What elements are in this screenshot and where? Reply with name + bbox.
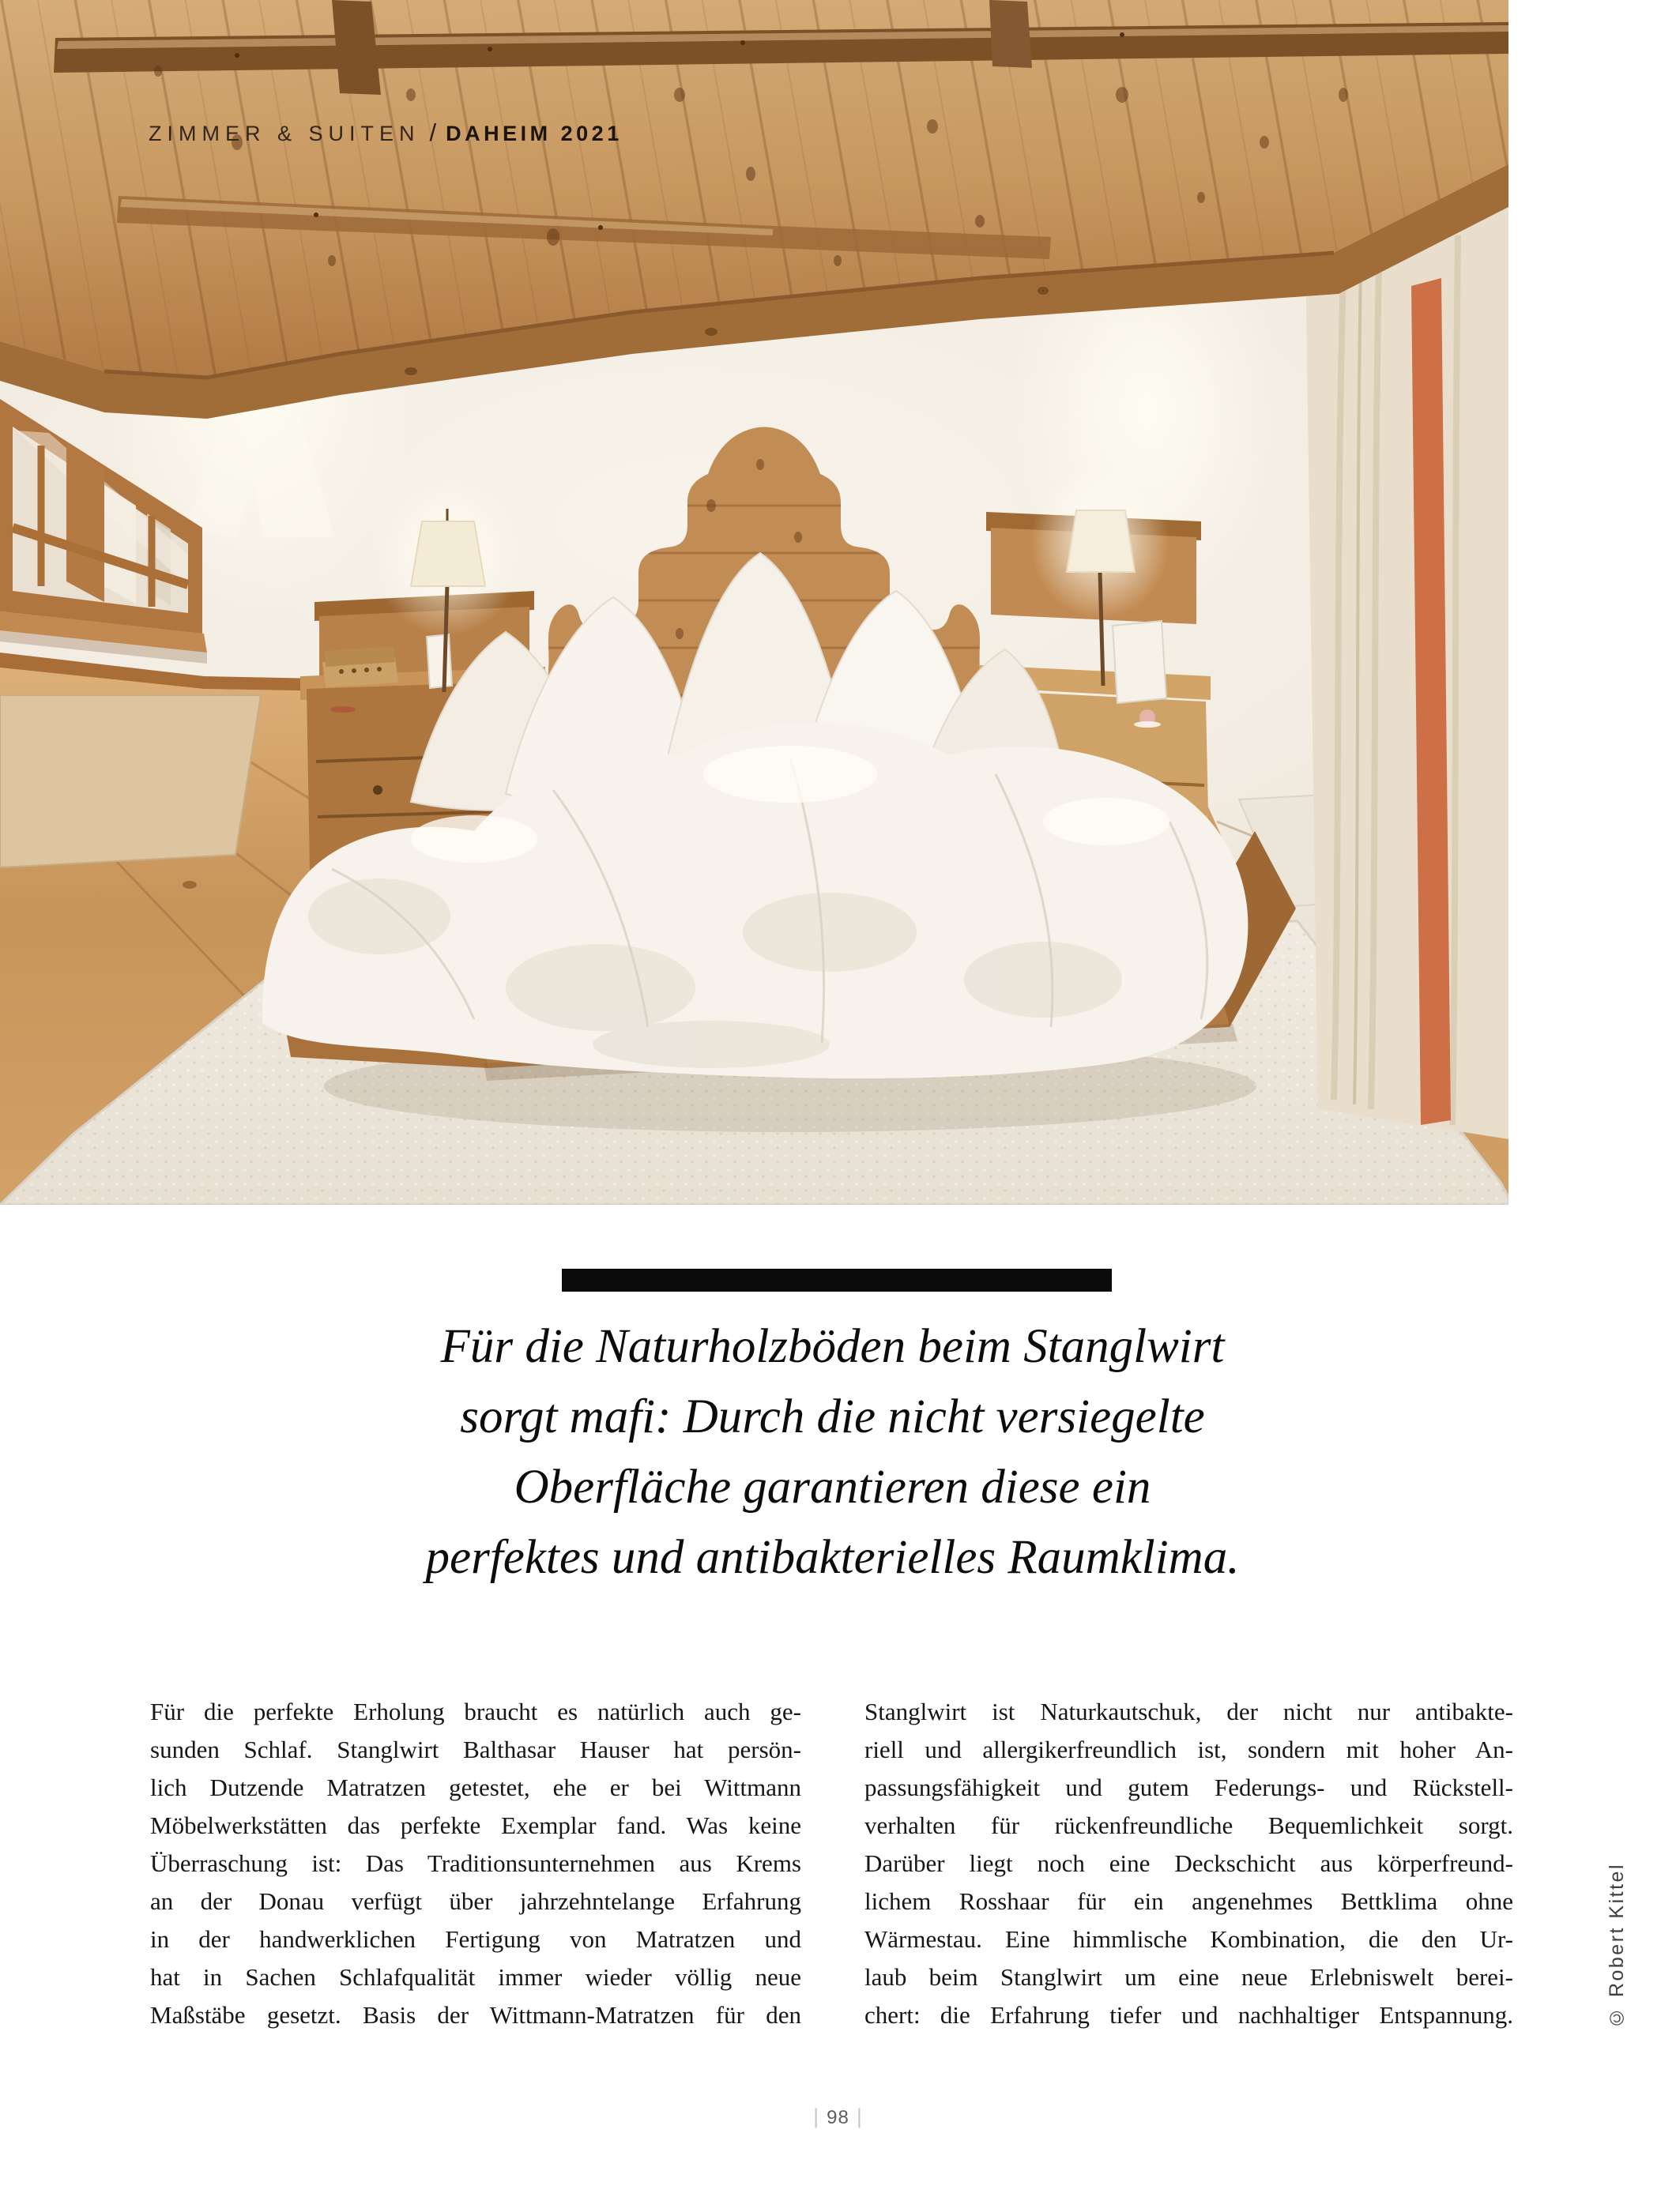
page-number-bracket-right: | bbox=[856, 2105, 863, 2128]
body-column-left bbox=[150, 1693, 801, 2034]
pull-quote-line: Für die Naturholzböden beim Stanglwirt bbox=[440, 1320, 1225, 1373]
body-line: laub beim Stanglwirt um eine neue Erlebniswelt berei- bbox=[864, 1963, 1513, 1991]
body-line: Darüber liegt noch eine Deckschicht aus körperfreund- bbox=[864, 1849, 1513, 1877]
body-line: in der handwerklichen Fertigung von Matratzen und bbox=[150, 1925, 801, 1953]
body-line: chert: die Erfahrung tiefer und nachhaltiger Entspannung. bbox=[864, 2001, 1513, 2029]
photo-credit: © Robert Kittel bbox=[1606, 1862, 1628, 2029]
body-line: Maßstäbe gesetzt. Basis der Wittmann-Matratzen für den bbox=[150, 2001, 801, 2029]
curtains bbox=[1305, 180, 1508, 1139]
body-line: lich Dutzende Matratzen getestet, ehe er bei Wittmann bbox=[150, 1774, 801, 1801]
menu-card bbox=[1113, 621, 1166, 703]
note-card bbox=[427, 634, 452, 688]
pull-quote-line: Oberfläche garantieren diese ein bbox=[514, 1461, 1151, 1514]
telephone bbox=[322, 646, 398, 687]
body-line: Stanglwirt ist Naturkautschuk, der nicht nur antibakte- bbox=[864, 1698, 1513, 1725]
body-line: Möbelwerkstätten das perfekte Exemplar fand. Was keine bbox=[150, 1811, 801, 1839]
header-issue-label: DAHEIM 2021 bbox=[446, 122, 623, 145]
beige-rug bbox=[0, 695, 261, 867]
body-line: Überraschung ist: Das Traditionsunternehmen aus Krems bbox=[150, 1849, 801, 1877]
body-line: passungsfähigkeit und gutem Federungs- und Rückstell- bbox=[864, 1774, 1513, 1801]
page-number-value: 98 bbox=[827, 2107, 849, 2128]
page-number-bracket-left: | bbox=[813, 2105, 820, 2128]
page-number bbox=[0, 2105, 1676, 2129]
pull-quote-line: sorgt mafi: Durch die nicht versiegelte bbox=[460, 1390, 1205, 1443]
hero-photo bbox=[0, 0, 1508, 1205]
body-line: riell und allergikerfreundlich ist, sondern mit hoher An- bbox=[864, 1736, 1513, 1763]
pull-quote-line: perfektes und antibakterielles Raumklima. bbox=[425, 1531, 1240, 1584]
body-line: Für die perfekte Erholung braucht es natürlich auch ge- bbox=[150, 1698, 801, 1725]
header-separator: / bbox=[429, 118, 437, 146]
body-line: lichem Rosshaar für ein angenehmes Bettklima ohne bbox=[864, 1887, 1513, 1915]
body-column-right bbox=[864, 1693, 1513, 2034]
photo-scene-svg bbox=[0, 0, 1508, 1205]
lamp-shade bbox=[411, 521, 485, 586]
magazine-header bbox=[149, 118, 623, 147]
body-line: Wärmestau. Eine himmlische Kombination, die den Ur- bbox=[864, 1925, 1513, 1953]
pull-quote bbox=[150, 1311, 1515, 1593]
lamp-shade bbox=[1067, 510, 1135, 572]
body-line: sunden Schlaf. Stanglwirt Balthasar Hauser hat persön- bbox=[150, 1736, 801, 1763]
body-line: verhalten für rückenfreundliche Bequemlichkeit sorgt. bbox=[864, 1811, 1513, 1839]
header-section-label: ZIMMER & SUITEN bbox=[149, 122, 420, 145]
divider-bar bbox=[562, 1269, 1112, 1292]
body-line: hat in Sachen Schlafqualität immer wieder völlig neue bbox=[150, 1963, 801, 1991]
body-line: an der Donau verfügt über jahrzehntelange Erfahrung bbox=[150, 1887, 801, 1915]
